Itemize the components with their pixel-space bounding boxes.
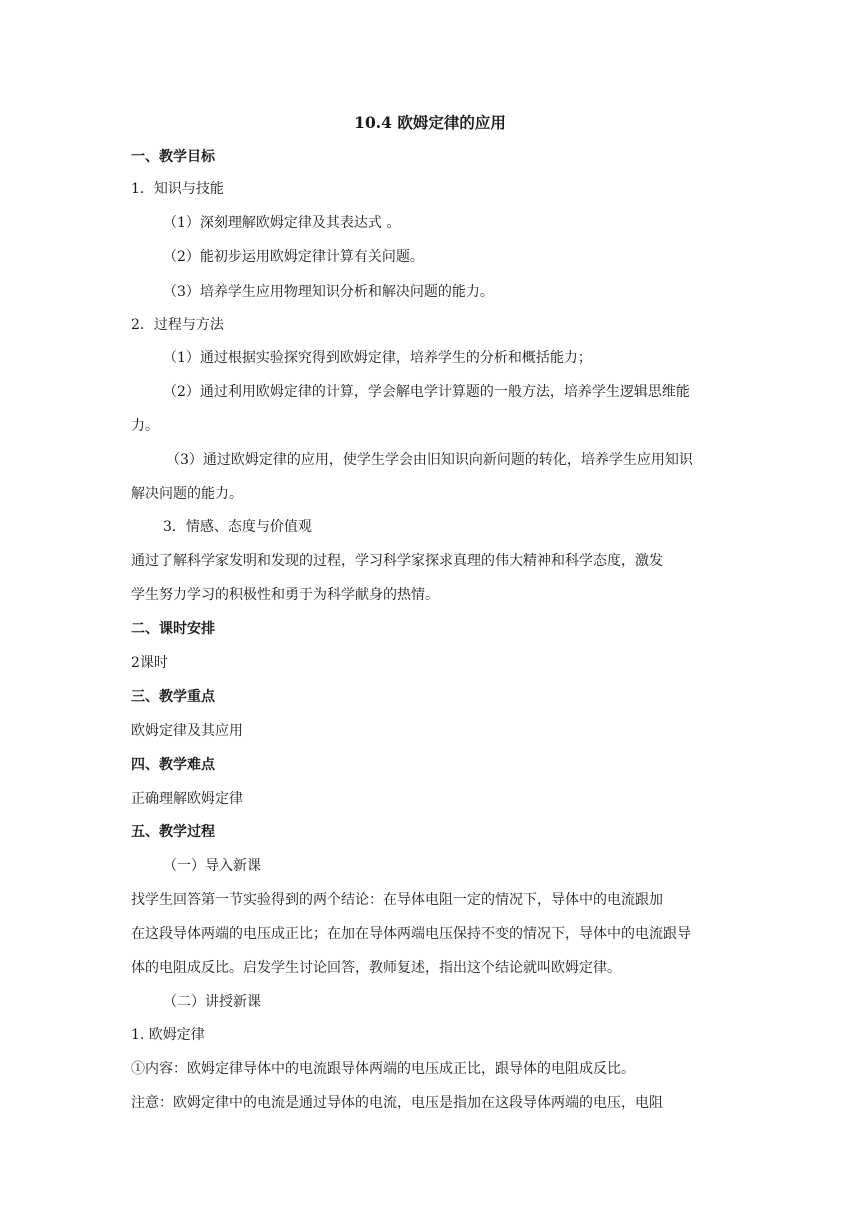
section-heading-key-points: 三、教学重点 [131, 689, 215, 705]
body-paragraph-continuation: 体的电阻成反比。启发学生讨论回答，教师复述，指出这个结论就叫欧姆定律。 [131, 960, 621, 976]
section-heading-objectives: 一、教学目标 [131, 149, 215, 165]
section-text: 正确理解欧姆定律 [131, 791, 243, 807]
objective-item-continuation: 解决问题的能力。 [131, 486, 243, 502]
subsection-new-lesson: （二）讲授新课 [163, 994, 261, 1010]
body-paragraph: 注意：欧姆定律中的电流是通过导体的电流，电压是指加在这段导体两端的电压，电阻 [131, 1095, 663, 1111]
subsection-intro: （一）导入新课 [163, 858, 261, 874]
topic-heading: 1. 欧姆定律 [131, 1027, 205, 1043]
body-paragraph: 通过了解科学家发明和发现的过程，学习科学家探求真理的伟大精神和科学态度，激发 [131, 553, 663, 569]
section-text: 欧姆定律及其应用 [131, 723, 243, 739]
objective-item: （2）能初步运用欧姆定律计算有关问题。 [163, 249, 424, 265]
objective-item: （1）通过根据实验探究得到欧姆定律，培养学生的分析和概括能力； [163, 350, 592, 366]
section-heading-schedule: 二、课时安排 [131, 621, 215, 637]
objective-item-continuation: 力。 [131, 418, 159, 434]
body-paragraph: ①内容：欧姆定律导体中的电流跟导体两端的电压成正比，跟导体的电阻成反比。 [131, 1061, 635, 1077]
body-paragraph: 找学生回答第一节实验得到的两个结论：在导体电阻一定的情况下，导体中的电流跟加 [131, 892, 663, 908]
subsection-attitudes-values: 3．情感、态度与价值观 [163, 519, 312, 535]
document-title: 10.4 欧姆定律的应用 [354, 113, 506, 132]
body-paragraph-continuation: 学生努力学习的积极性和勇于为科学献身的热情。 [131, 587, 439, 603]
section-heading-process: 五、教学过程 [131, 824, 215, 840]
objective-item: （2）通过利用欧姆定律的计算，学会解电学计算题的一般方法，培养学生逻辑思维能 [163, 384, 690, 400]
objective-item: （3）培养学生应用物理知识分析和解决问题的能力。 [163, 284, 494, 300]
body-paragraph-continuation: 在这段导体两端的电压成正比；在加在导体两端电压保持不变的情况下，导体中的电流跟导 [131, 926, 691, 942]
section-heading-difficulties: 四、教学难点 [131, 757, 215, 773]
section-text: 2课时 [131, 655, 168, 671]
subsection-knowledge-skills: 1．知识与技能 [131, 181, 224, 197]
subsection-process-method: 2．过程与方法 [131, 317, 224, 333]
objective-item: （1）深刻理解欧姆定律及其表达式 。 [163, 215, 401, 231]
objective-item: （3）通过欧姆定律的应用，使学生学会由旧知识向新问题的转化，培养学生应用知识 [166, 452, 693, 468]
